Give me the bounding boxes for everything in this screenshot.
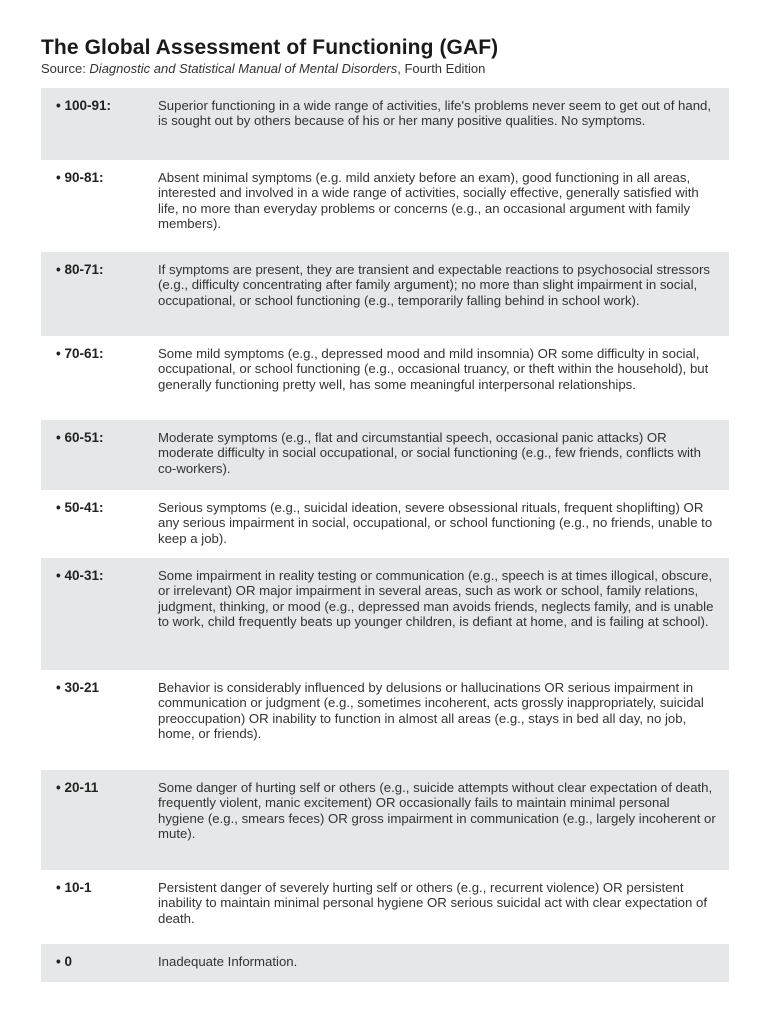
gaf-description: Serious symptoms (e.g., suicidal ideation, severe obsessional rituals, frequent shoplifting) OR any serious impairment in social, occupational, or school functioning (e.g., no friends, unable to keep a job). <box>158 500 713 546</box>
gaf-row-60-51 <box>41 420 729 490</box>
gaf-row-80-71 <box>41 252 729 336</box>
gaf-range: • 50-41: <box>56 500 104 515</box>
gaf-description: Persistent danger of severely hurting self or others (e.g., recurrent violence) OR persistent inability to maintain minimal personal hygiene OR serious suicidal act with clear expectation of death. <box>158 880 708 926</box>
source-line <box>41 61 485 76</box>
gaf-range: • 0 <box>56 954 72 969</box>
gaf-description: Inadequate Information. <box>158 954 298 969</box>
gaf-description: Some impairment in reality testing or communication (e.g., speech is at times illogical, obscure, or irrelevant) OR major impairment in several areas, such as work or school, family relations, judgment, thinking, or mood (e.g., depressed man avoids friends, neglects family, and is unable to work, child frequently beats up younger children, is defiant at home, and is failing at school). <box>158 568 714 629</box>
gaf-description: Behavior is considerably influenced by delusions or hallucinations OR serious impairment in communication or judgment (e.g., sometimes incoherent, acts grossly inappropriately, suicidal preoccupation) OR inability to function in almost all areas (e.g., stays in bed all day, no job, home, or friends). <box>158 680 704 741</box>
gaf-row-30-21 <box>41 670 729 770</box>
gaf-range: • 80-71: <box>56 262 104 277</box>
source-title: Diagnostic and Statistical Manual of Mental Disorders <box>89 61 398 76</box>
gaf-row-100-91 <box>41 88 729 160</box>
gaf-description: Superior functioning in a wide range of activities, life's problems never seem to get out of hand, is sought out by others because of his or her many positive qualities. No symptoms. <box>158 98 712 129</box>
gaf-description: Some danger of hurting self or others (e.g., suicide attempts without clear expectation of death, frequently violent, manic excitement) OR occasionally fails to maintain minimal personal hygiene (e.g., smears feces) OR gross impairment in communication (e.g., largely incoherent or mute). <box>158 780 716 841</box>
gaf-row-90-81 <box>41 160 729 252</box>
gaf-range: • 60-51: <box>56 430 104 445</box>
source-edition: , Fourth Edition <box>397 61 486 76</box>
gaf-range: • 30-21 <box>56 680 100 695</box>
gaf-range: • 70-61: <box>56 346 104 361</box>
gaf-row-10-1 <box>41 870 729 940</box>
gaf-row-40-31 <box>41 558 729 670</box>
page-title: The Global Assessment of Functioning (GAF) <box>41 36 499 59</box>
gaf-row-50-41 <box>41 490 729 558</box>
gaf-description: Moderate symptoms (e.g., flat and circumstantial speech, occasional panic attacks) OR moderate difficulty in social occupational, or social functioning (e.g., few friends, conflicts with co-workers). <box>158 430 701 476</box>
gaf-description: If symptoms are present, they are transient and expectable reactions to psychosocial stressors (e.g., difficulty concentrating after family argument); no more than slight impairment in social, occupational, or school functioning (e.g., temporarily falling behind in school work). <box>158 262 710 308</box>
source-prefix: Source: <box>41 61 90 76</box>
gaf-range: • 40-31: <box>56 568 104 583</box>
gaf-row-70-61 <box>41 336 729 420</box>
gaf-description: Some mild symptoms (e.g., depressed mood and mild insomnia) OR some difficulty in social, occupational, or school functioning (e.g., occasional truancy, or theft within the household), but generally functioning pretty well, has some meaningful interpersonal relationships. <box>158 346 709 392</box>
gaf-range: • 90-81: <box>56 170 104 185</box>
gaf-row-20-11 <box>41 770 729 870</box>
gaf-range: • 100-91: <box>56 98 112 113</box>
gaf-row-0 <box>41 944 729 982</box>
gaf-range: • 20-11 <box>56 780 99 795</box>
gaf-description: Absent minimal symptoms (e.g. mild anxiety before an exam), good functioning in all areas, interested and involved in a wide range of activities, socially effective, generally satisfied with life, no more than everyday problems or concerns (e.g., an occasional argument with family members). <box>158 170 699 231</box>
gaf-range: • 10-1 <box>56 880 92 895</box>
